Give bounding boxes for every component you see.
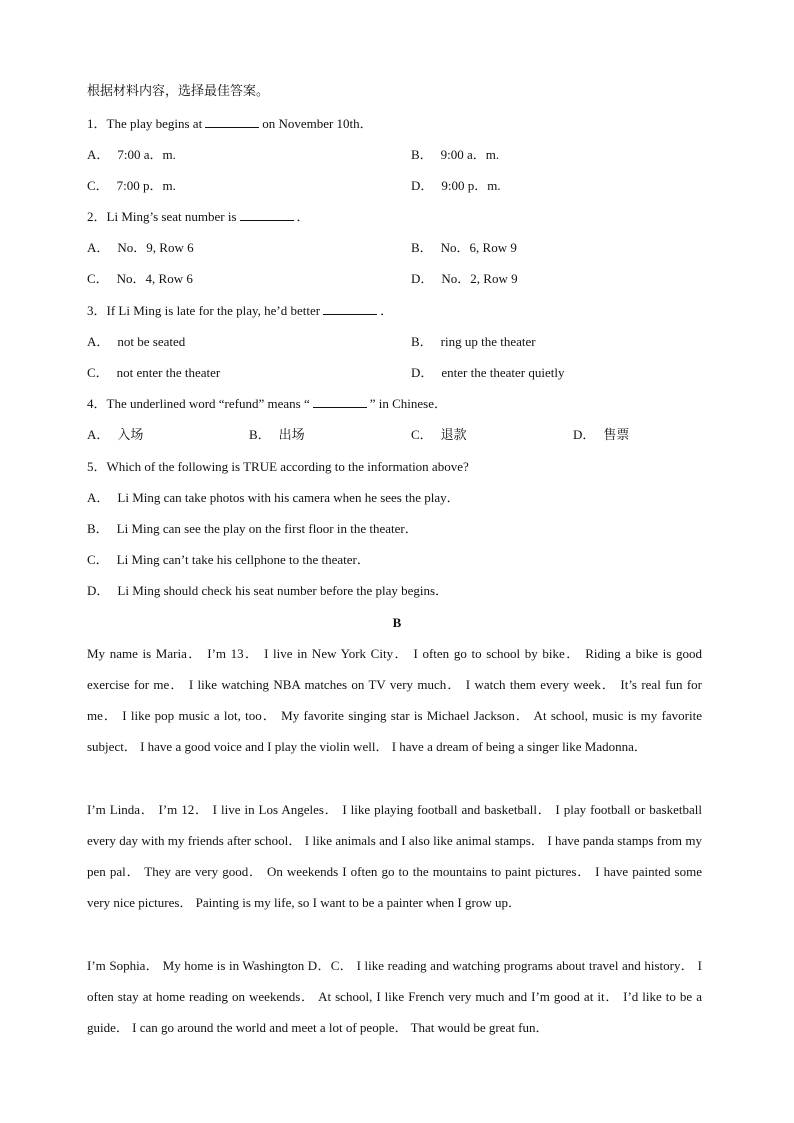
option-a[interactable] [87, 147, 176, 163]
option-d[interactable] [573, 427, 629, 444]
option-a[interactable] [87, 240, 194, 256]
passage-paragraph-maria: My name is Maria． I’m 13． I live in New York City． I often go to school by bike． Riding a bike is good exercise for me． I like watching NBA matches on TV very much． I watch them every week． It’s real fun for me． I like pop music a lot, too． My favorite singing star is Michael Jackson． At school, music is my favorite subject． I have a good voice and I play the violin well． I have a dream of being a singer like Madonna． [87, 646, 702, 754]
option-text: 9:00 a．m. [440, 147, 500, 162]
option-a[interactable] [87, 427, 143, 444]
question-number: 4． [87, 396, 107, 411]
option-letter: C． [87, 271, 109, 286]
instruction: 根据材料内容，选择最佳答案。 [87, 84, 270, 99]
question-text: Li Ming’s seat number is [106, 209, 237, 224]
option-c[interactable] [87, 178, 176, 194]
option-letter: C． [87, 365, 109, 380]
option-text: Li Ming can’t take his cellphone to the theater． [116, 552, 370, 567]
option-letter: D． [573, 427, 596, 442]
option-text: 9:00 p．m. [441, 178, 501, 193]
option-d[interactable] [87, 583, 448, 599]
option-letter: A． [87, 490, 110, 505]
option-letter: A． [87, 240, 110, 255]
option-c[interactable] [411, 427, 467, 444]
question-4-stem [87, 396, 447, 412]
option-letter: C． [87, 178, 109, 193]
option-text: not be seated [117, 334, 186, 349]
option-text: 出场 [278, 428, 305, 443]
answer-blank [205, 116, 259, 128]
answer-blank [313, 396, 367, 408]
question-text: ． [380, 303, 394, 318]
option-letter: B． [411, 334, 433, 349]
option-letter: D． [411, 178, 434, 193]
question-number: 1． [87, 116, 107, 131]
option-letter: B． [249, 427, 271, 442]
question-5-stem [87, 459, 469, 475]
option-text: 入场 [117, 428, 144, 443]
question-1-stem [87, 116, 373, 132]
option-text: enter the theater quietly [441, 365, 565, 380]
passage-paragraph-linda: I’m Linda． I’m 12． I live in Los Angeles． I like playing football and basketball． I play football or basketball every day with my friends after school． I like animals and I also like animal stamps． I have panda stamps from my pen pal． They are very good． On weekends I often go to the mountains to paint pictures． I have painted some very nice pictures． Painting is my life, so I want to be a painter when I grow up． [87, 802, 702, 910]
option-c[interactable] [87, 365, 220, 381]
option-text: No．4, Row 6 [116, 271, 193, 286]
option-letter: D． [411, 271, 434, 286]
option-text: 售票 [603, 428, 630, 443]
question-text: The play begins at [106, 116, 203, 131]
option-b[interactable] [249, 427, 305, 444]
question-text: Which of the following is TRUE according to the information above? [106, 459, 469, 474]
option-c[interactable] [87, 552, 370, 568]
answer-blank [240, 209, 294, 221]
option-d[interactable] [411, 365, 564, 381]
option-letter: A． [87, 334, 110, 349]
option-text: Li Ming can take photos with his camera when he sees the play． [117, 490, 460, 505]
question-text: The underlined word “refund” means “ [106, 396, 310, 411]
option-b[interactable] [411, 334, 536, 350]
question-text: If Li Ming is late for the play, he’d better [106, 303, 321, 318]
option-letter: B． [87, 521, 109, 536]
option-text: Li Ming can see the play on the first floor in the theater． [116, 521, 418, 536]
option-letter: D． [87, 583, 110, 598]
option-text: 退款 [440, 428, 467, 443]
question-text: ” in Chinese． [369, 396, 448, 411]
option-text: not enter the theater [116, 365, 221, 380]
question-3-stem [87, 303, 393, 319]
question-2-stem [87, 209, 310, 225]
option-b[interactable] [87, 521, 418, 537]
option-text: No．6, Row 9 [440, 240, 517, 255]
option-letter: B． [411, 240, 433, 255]
option-b[interactable] [411, 240, 517, 256]
option-c[interactable] [87, 271, 193, 287]
question-number: 3． [87, 303, 107, 318]
question-text: ． [296, 209, 310, 224]
option-a[interactable] [87, 334, 185, 350]
option-text: ring up the theater [440, 334, 536, 349]
option-letter: A． [87, 147, 110, 162]
section-heading: B [392, 615, 402, 630]
option-d[interactable] [411, 271, 518, 287]
option-text: No．9, Row 6 [117, 240, 194, 255]
option-letter: D． [411, 365, 434, 380]
answer-blank [323, 303, 377, 315]
option-text: 7:00 p．m. [116, 178, 176, 193]
option-text: No．2, Row 9 [441, 271, 518, 286]
option-text: Li Ming should check his seat number before the play begins． [117, 583, 449, 598]
question-number: 5． [87, 459, 107, 474]
option-d[interactable] [411, 178, 501, 194]
option-b[interactable] [411, 147, 499, 163]
question-text: on November 10th． [262, 116, 373, 131]
option-letter: A． [87, 427, 110, 442]
question-number: 2． [87, 209, 107, 224]
option-a[interactable] [87, 490, 460, 506]
option-letter: C． [411, 427, 433, 442]
option-letter: C． [87, 552, 109, 567]
passage-paragraph-sophia: I’m Sophia． My home is in Washington D．C． I like reading and watching programs about travel and history． I often stay at home reading on weekends． At school, I like French very much and I’m good at it． I’d like to be a guide． I can go around the world and meet a lot of people． That would be great fun． [87, 958, 702, 1035]
option-text: 7:00 a．m. [117, 147, 176, 162]
option-letter: B． [411, 147, 433, 162]
